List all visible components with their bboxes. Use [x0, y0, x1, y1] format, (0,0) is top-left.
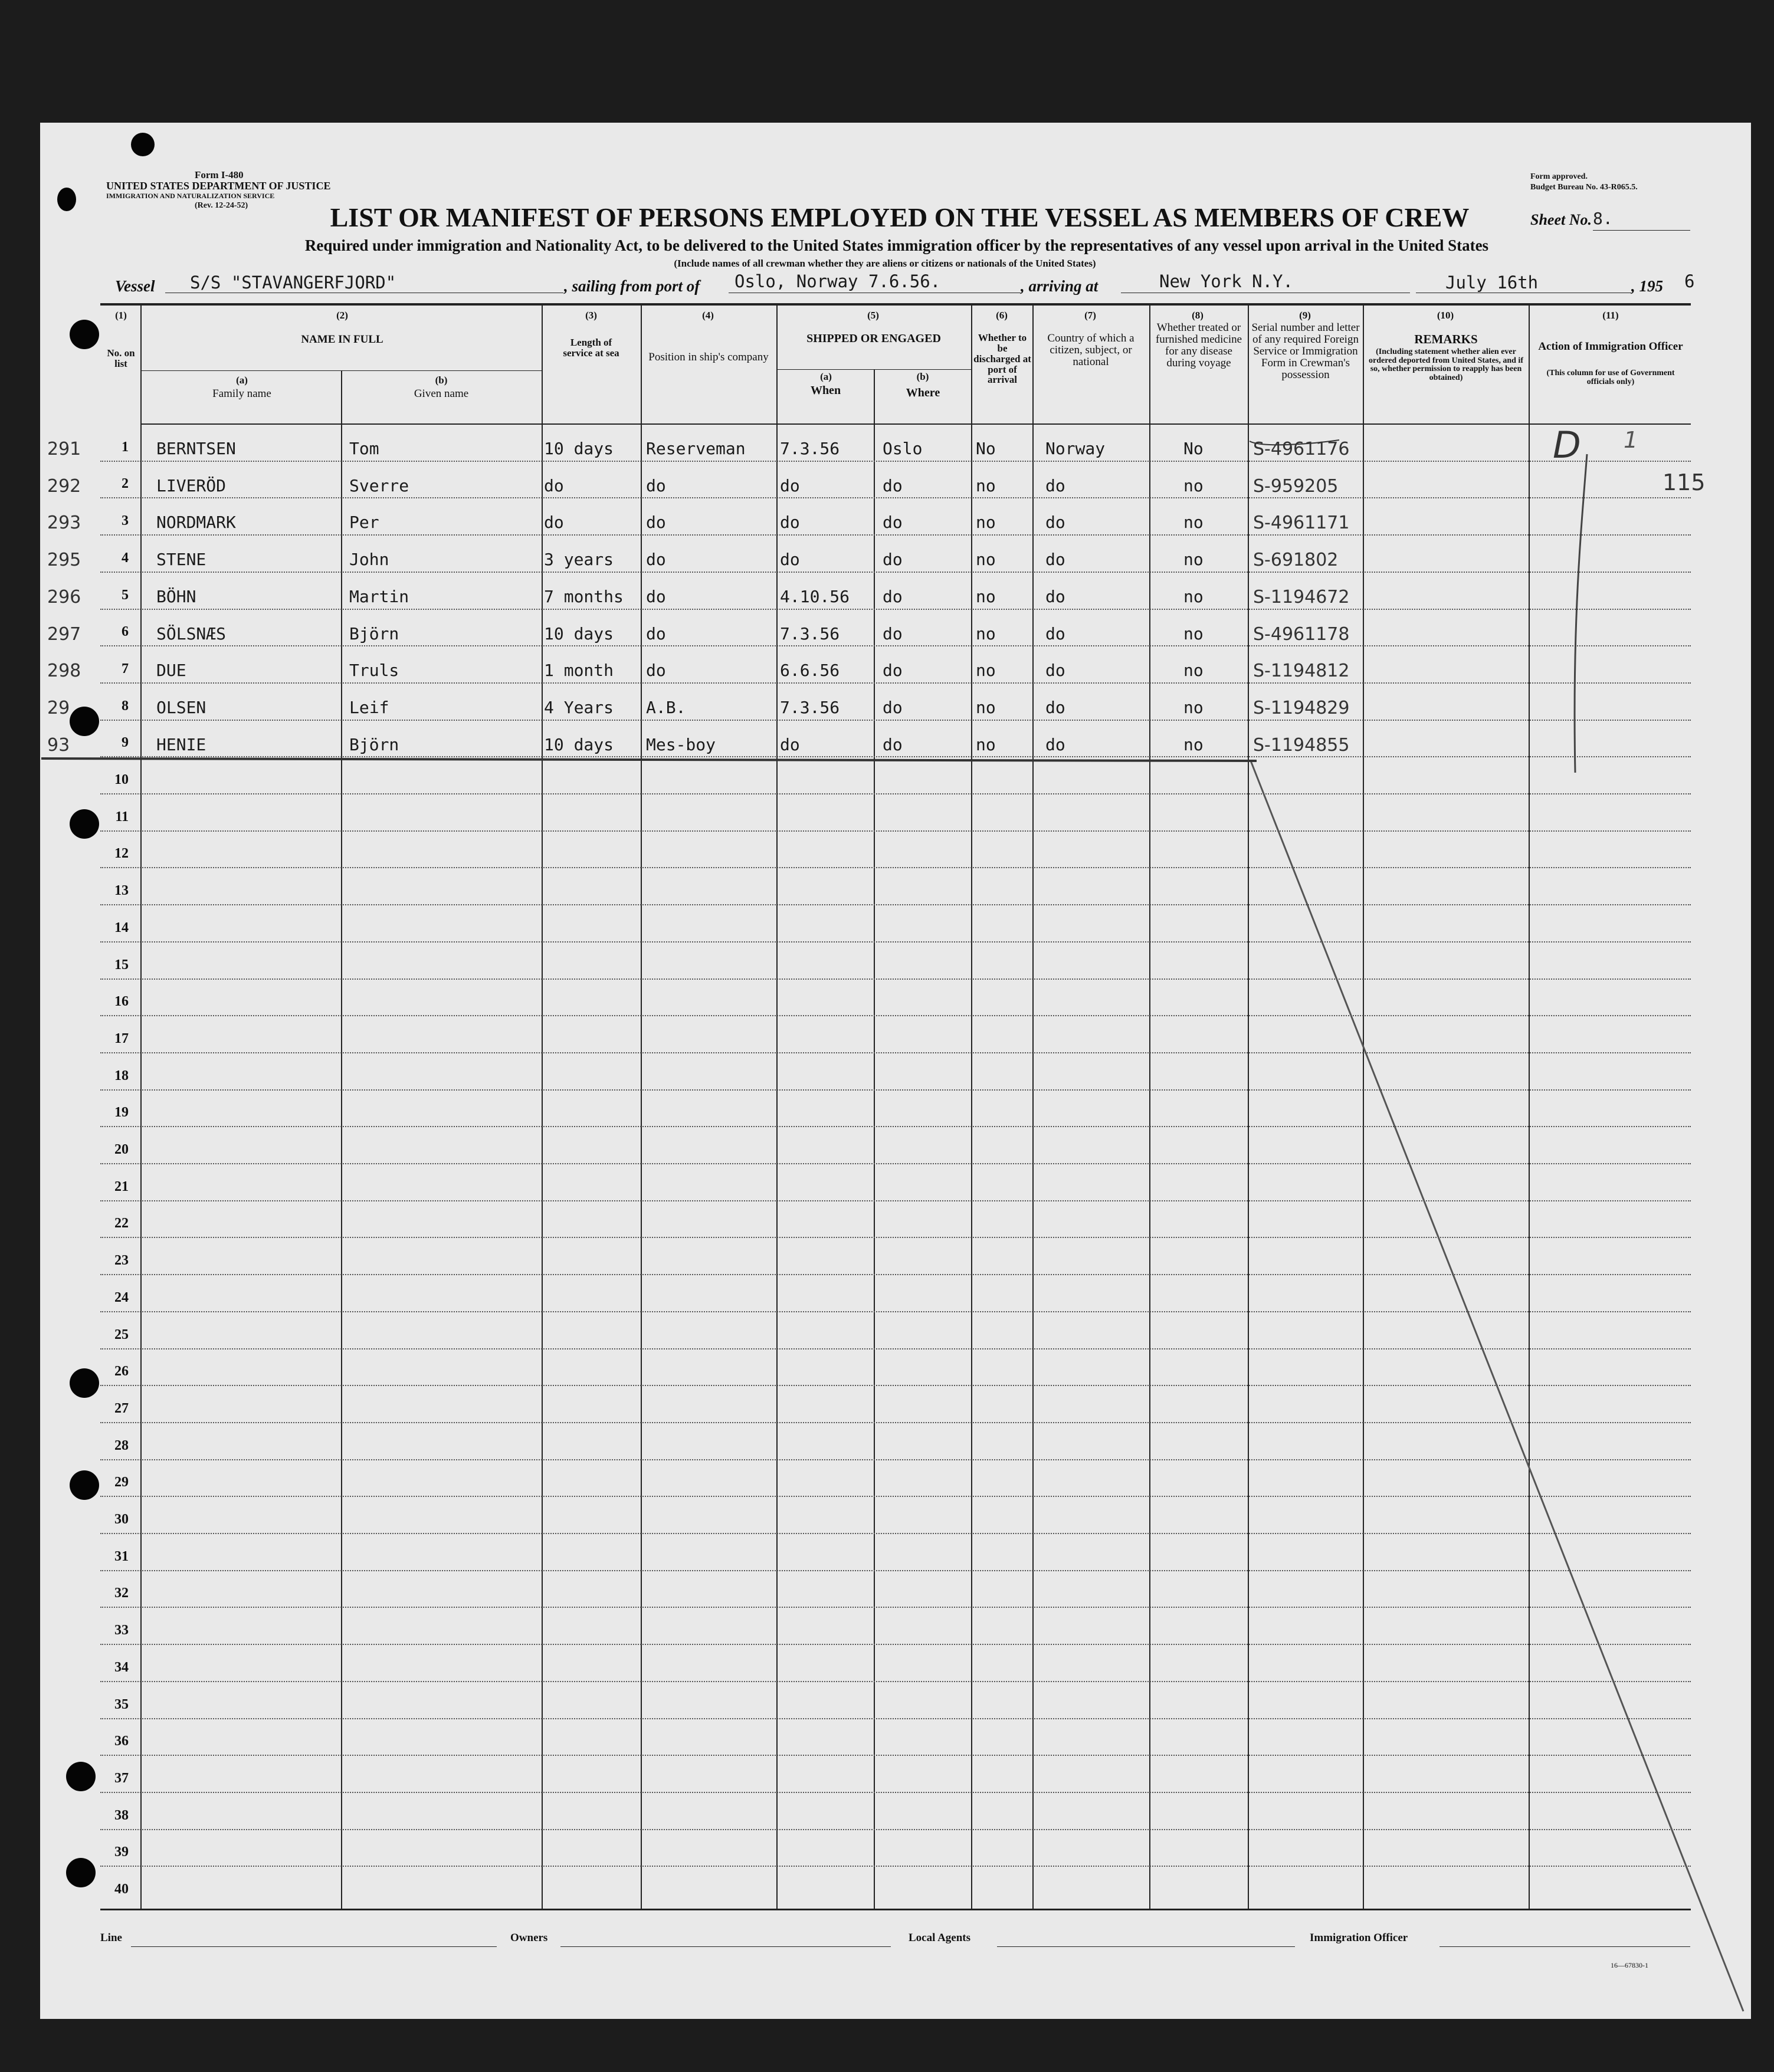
- col5a-header: When: [810, 384, 841, 397]
- row-number: 13: [114, 883, 129, 899]
- row-number: 8: [122, 698, 129, 714]
- margin-number: 297: [47, 623, 81, 645]
- family-name: LIVERÖD: [156, 475, 227, 495]
- shipped-where: do: [883, 734, 903, 754]
- col5b-header: Where: [906, 386, 940, 399]
- discharged: no: [976, 661, 996, 681]
- footer-line-label: Line: [100, 1932, 122, 1944]
- position: Mes-boy: [646, 734, 716, 754]
- col1-header: No. on list: [107, 347, 135, 369]
- row-number: 16: [114, 994, 129, 1010]
- col11-header: Action of Immigration Officer: [1538, 340, 1683, 353]
- treated: no: [1183, 623, 1204, 643]
- col5b-number: (b): [916, 371, 929, 382]
- row-number: 22: [114, 1216, 129, 1232]
- year-label: , 195: [1631, 277, 1663, 295]
- family-name: OLSEN: [156, 697, 206, 717]
- treated: no: [1183, 661, 1204, 681]
- country: do: [1045, 697, 1065, 717]
- row-number: 32: [114, 1585, 129, 1601]
- row-number: 21: [114, 1178, 129, 1194]
- serial-number: S-4961178: [1253, 623, 1350, 645]
- col10-header: REMARKS: [1414, 332, 1478, 346]
- shipped-where: do: [883, 550, 903, 570]
- shipped-where: do: [883, 475, 903, 495]
- discharged: no: [976, 697, 996, 717]
- length-of-service: 10 days: [544, 623, 614, 643]
- col2-number: (2): [336, 310, 348, 321]
- col2b-header: Given name: [414, 388, 469, 400]
- serial-number: S-4961171: [1253, 513, 1350, 534]
- crew-count: 115: [1662, 469, 1706, 495]
- col4-number: (4): [702, 310, 714, 321]
- shipped-where: do: [883, 586, 903, 606]
- sheet-number: 8.: [1593, 209, 1613, 228]
- country: do: [1045, 586, 1065, 606]
- row-number: 28: [114, 1437, 129, 1453]
- shipped-when: 7.3.56: [780, 439, 840, 458]
- manifest-title: LIST OR MANIFEST OF PERSONS EMPLOYED ON THE VESSEL AS MEMBERS OF CREW: [330, 202, 1470, 232]
- row-number: 27: [114, 1400, 129, 1416]
- footer-officer-label: Immigration Officer: [1310, 1932, 1408, 1944]
- row-number: 9: [122, 735, 129, 751]
- row-number: 23: [114, 1253, 129, 1269]
- row-number: 33: [114, 1623, 129, 1638]
- length-of-service: 4 Years: [544, 697, 614, 717]
- family-name: BERNTSEN: [156, 439, 236, 458]
- shipped-when: do: [780, 734, 800, 754]
- shipped-where: do: [883, 623, 903, 643]
- length-of-service: do: [544, 475, 564, 495]
- position: A.B.: [646, 697, 686, 717]
- length-of-service: do: [544, 513, 564, 533]
- family-name: STENE: [156, 550, 206, 570]
- print-code: 16—67830-1: [1611, 1961, 1648, 1969]
- manifest-subtitle: Required under immigration and Nationality Act, to be delivered to the United States immigration officer by the representatives of any vessel upon arrival in the United States: [304, 237, 1489, 254]
- family-name: HENIE: [156, 734, 206, 754]
- serial-number: S-4961176: [1253, 439, 1350, 459]
- given-name: Sverre: [349, 475, 409, 495]
- budget-bureau: Budget Bureau No. 43-R065.5.: [1530, 183, 1638, 192]
- col5-number: (5): [867, 310, 879, 321]
- length-of-service: 3 years: [544, 550, 614, 570]
- row-number: 39: [114, 1844, 129, 1860]
- margin-number: 29: [47, 697, 70, 718]
- treated: no: [1183, 586, 1204, 606]
- discharged: no: [976, 586, 996, 606]
- col1-number: (1): [115, 310, 127, 321]
- row-number: 29: [114, 1475, 129, 1490]
- col2a-number: (a): [236, 375, 248, 386]
- treated: no: [1183, 475, 1204, 495]
- country: do: [1045, 513, 1065, 533]
- length-of-service: 10 days: [544, 439, 614, 458]
- country: do: [1045, 661, 1065, 681]
- arriving-port: New York N.Y.: [1159, 271, 1293, 291]
- given-name: Per: [349, 513, 379, 533]
- treated: No: [1183, 439, 1204, 458]
- serial-number: S-1194855: [1253, 734, 1350, 756]
- col8-header: Whether treated or furnished medicine for any disease during voyage: [1155, 321, 1242, 369]
- shipped-when: 6.6.56: [780, 661, 840, 681]
- serial-number: S-959205: [1253, 475, 1339, 497]
- margin-number: 298: [47, 661, 81, 682]
- col2a-header: Family name: [212, 388, 271, 400]
- col6-number: (6): [996, 310, 1008, 321]
- discharged: no: [976, 475, 996, 495]
- discharged: no: [976, 513, 996, 533]
- arrival-date: July 16th: [1445, 272, 1539, 293]
- col3-number: (3): [585, 310, 597, 321]
- discharged: no: [976, 734, 996, 754]
- margin-number: 295: [47, 550, 81, 571]
- col2b-number: (b): [435, 375, 448, 386]
- shipped-when: do: [780, 550, 800, 570]
- given-name: Björn: [349, 734, 399, 754]
- given-name: Truls: [349, 661, 399, 681]
- length-of-service: 7 months: [544, 586, 624, 606]
- shipped-when: do: [780, 475, 800, 495]
- sheet-label: Sheet No.: [1530, 211, 1592, 228]
- length-of-service: 1 month: [544, 661, 614, 681]
- family-name: NORDMARK: [156, 513, 236, 533]
- position: do: [646, 623, 666, 643]
- row-number: 12: [114, 846, 129, 862]
- row-number: 18: [114, 1068, 129, 1083]
- treated: no: [1183, 550, 1204, 570]
- row-number: 40: [114, 1881, 129, 1897]
- row-number: 15: [114, 957, 129, 973]
- col2-header: NAME IN FULL: [301, 333, 383, 346]
- row-number: 5: [122, 587, 129, 603]
- country: do: [1045, 475, 1065, 495]
- row-number: 38: [114, 1807, 129, 1823]
- col8-number: (8): [1192, 310, 1204, 321]
- form-approved: Form approved.: [1530, 172, 1588, 181]
- position: do: [646, 513, 666, 533]
- shipped-when: 7.3.56: [780, 623, 840, 643]
- discharged: No: [976, 439, 996, 458]
- serial-number: S-691802: [1253, 550, 1339, 571]
- row-number: 31: [114, 1548, 129, 1564]
- shipped-where: do: [883, 513, 903, 533]
- given-name: Björn: [349, 623, 399, 643]
- col10-note: (Including statement whether alien ever ordered deported from United States, and if so, whether permission to reapply has been obtained): [1369, 347, 1523, 383]
- row-number: 11: [115, 809, 129, 825]
- vessel-name: S/S "STAVANGERFJORD": [190, 272, 396, 293]
- col3-header: Length of service at sea: [563, 337, 619, 359]
- country: Norway: [1045, 439, 1106, 458]
- country: do: [1045, 734, 1065, 754]
- year-digit: 6: [1684, 271, 1695, 291]
- row-number: 34: [114, 1659, 129, 1675]
- row-number: 37: [114, 1770, 129, 1786]
- footer-agents-label: Local Agents: [909, 1932, 971, 1944]
- row-number: 2: [122, 476, 129, 492]
- country: do: [1045, 623, 1065, 643]
- row-number: 35: [114, 1696, 129, 1712]
- discharged: no: [976, 550, 996, 570]
- shipped-where: do: [883, 661, 903, 681]
- serial-number: S-1194672: [1253, 586, 1350, 608]
- row-number: 14: [114, 920, 129, 935]
- position: do: [646, 475, 666, 495]
- revision-date: (Rev. 12-24-52): [195, 201, 248, 210]
- row-number: 30: [114, 1512, 129, 1527]
- action-mark: D: [1553, 423, 1581, 467]
- country: do: [1045, 550, 1065, 570]
- col4-header: Position in ship's company: [648, 351, 769, 363]
- arriving-label: , arriving at: [1021, 277, 1098, 295]
- margin-number: 292: [47, 475, 81, 497]
- row-number: 1: [122, 439, 129, 455]
- margin-number: 293: [47, 513, 81, 534]
- margin-number: 291: [47, 439, 81, 459]
- shipped-where: Oslo: [883, 439, 923, 458]
- family-name: DUE: [156, 661, 186, 681]
- sailing-label: , sailing from port of: [564, 277, 700, 295]
- row-number: 10: [114, 772, 129, 787]
- margin-number: 296: [47, 586, 81, 608]
- row-number: 25: [114, 1326, 129, 1342]
- shipped-where: do: [883, 697, 903, 717]
- footer-owners-label: Owners: [510, 1932, 548, 1944]
- given-name: John: [349, 550, 389, 570]
- row-number: 36: [114, 1733, 129, 1749]
- col11-number: (11): [1602, 310, 1619, 321]
- col7-number: (7): [1084, 310, 1096, 321]
- position: do: [646, 586, 666, 606]
- shipped-when: 7.3.56: [780, 697, 840, 717]
- treated: no: [1183, 734, 1204, 754]
- row-number: 4: [122, 550, 129, 566]
- serial-number: S-1194812: [1253, 661, 1350, 682]
- shipped-when: 4.10.56: [780, 586, 850, 606]
- row-number: 3: [122, 513, 129, 529]
- row-number: 19: [114, 1105, 129, 1121]
- family-name: SÖLSNÆS: [156, 623, 227, 643]
- col6-header: Whether to be discharged at port of arrival: [973, 332, 1031, 386]
- row-number: 6: [122, 624, 129, 640]
- discharged: no: [976, 623, 996, 643]
- position: Reserveman: [646, 439, 746, 458]
- col11-note: (This column for use of Government officials only): [1546, 369, 1675, 386]
- sailing-port: Oslo, Norway 7.6.56.: [734, 271, 941, 291]
- form-number: Form I-480: [195, 169, 244, 180]
- col9-number: (9): [1299, 310, 1311, 321]
- family-name: BÖHN: [156, 586, 196, 606]
- position: do: [646, 550, 666, 570]
- length-of-service: 10 days: [544, 734, 614, 754]
- row-number: 26: [114, 1364, 129, 1380]
- shipped-when: do: [780, 513, 800, 533]
- row-number: 17: [114, 1030, 129, 1046]
- given-name: Martin: [349, 586, 409, 606]
- col10-number: (10): [1437, 310, 1454, 321]
- row-number: 24: [114, 1289, 129, 1305]
- col9-header: Serial number and letter of any required Foreign Service or Immigration Form in Crewman's possession: [1251, 321, 1360, 381]
- given-name: Leif: [349, 697, 389, 717]
- row-number: 20: [114, 1142, 129, 1157]
- col5-header: SHIPPED OR ENGAGED: [806, 332, 941, 345]
- given-name: Tom: [349, 439, 379, 458]
- row-number: 7: [122, 661, 129, 677]
- vessel-label: Vessel: [115, 277, 155, 295]
- serial-number: S-1194829: [1253, 697, 1350, 718]
- margin-number: 93: [47, 734, 70, 756]
- treated: no: [1183, 513, 1204, 533]
- treated: no: [1183, 697, 1204, 717]
- position: do: [646, 661, 666, 681]
- service-name: IMMIGRATION AND NATURALIZATION SERVICE: [106, 192, 275, 200]
- department-name: UNITED STATES DEPARTMENT OF JUSTICE: [106, 180, 331, 192]
- include-note: (Include names of all crewman whether they are aliens or citizens or nationals of the United States): [674, 258, 1096, 269]
- col7-header: Country of which a citizen, subject, or national: [1047, 332, 1134, 368]
- col5a-number: (a): [820, 371, 832, 382]
- action-tick: 1: [1624, 427, 1638, 453]
